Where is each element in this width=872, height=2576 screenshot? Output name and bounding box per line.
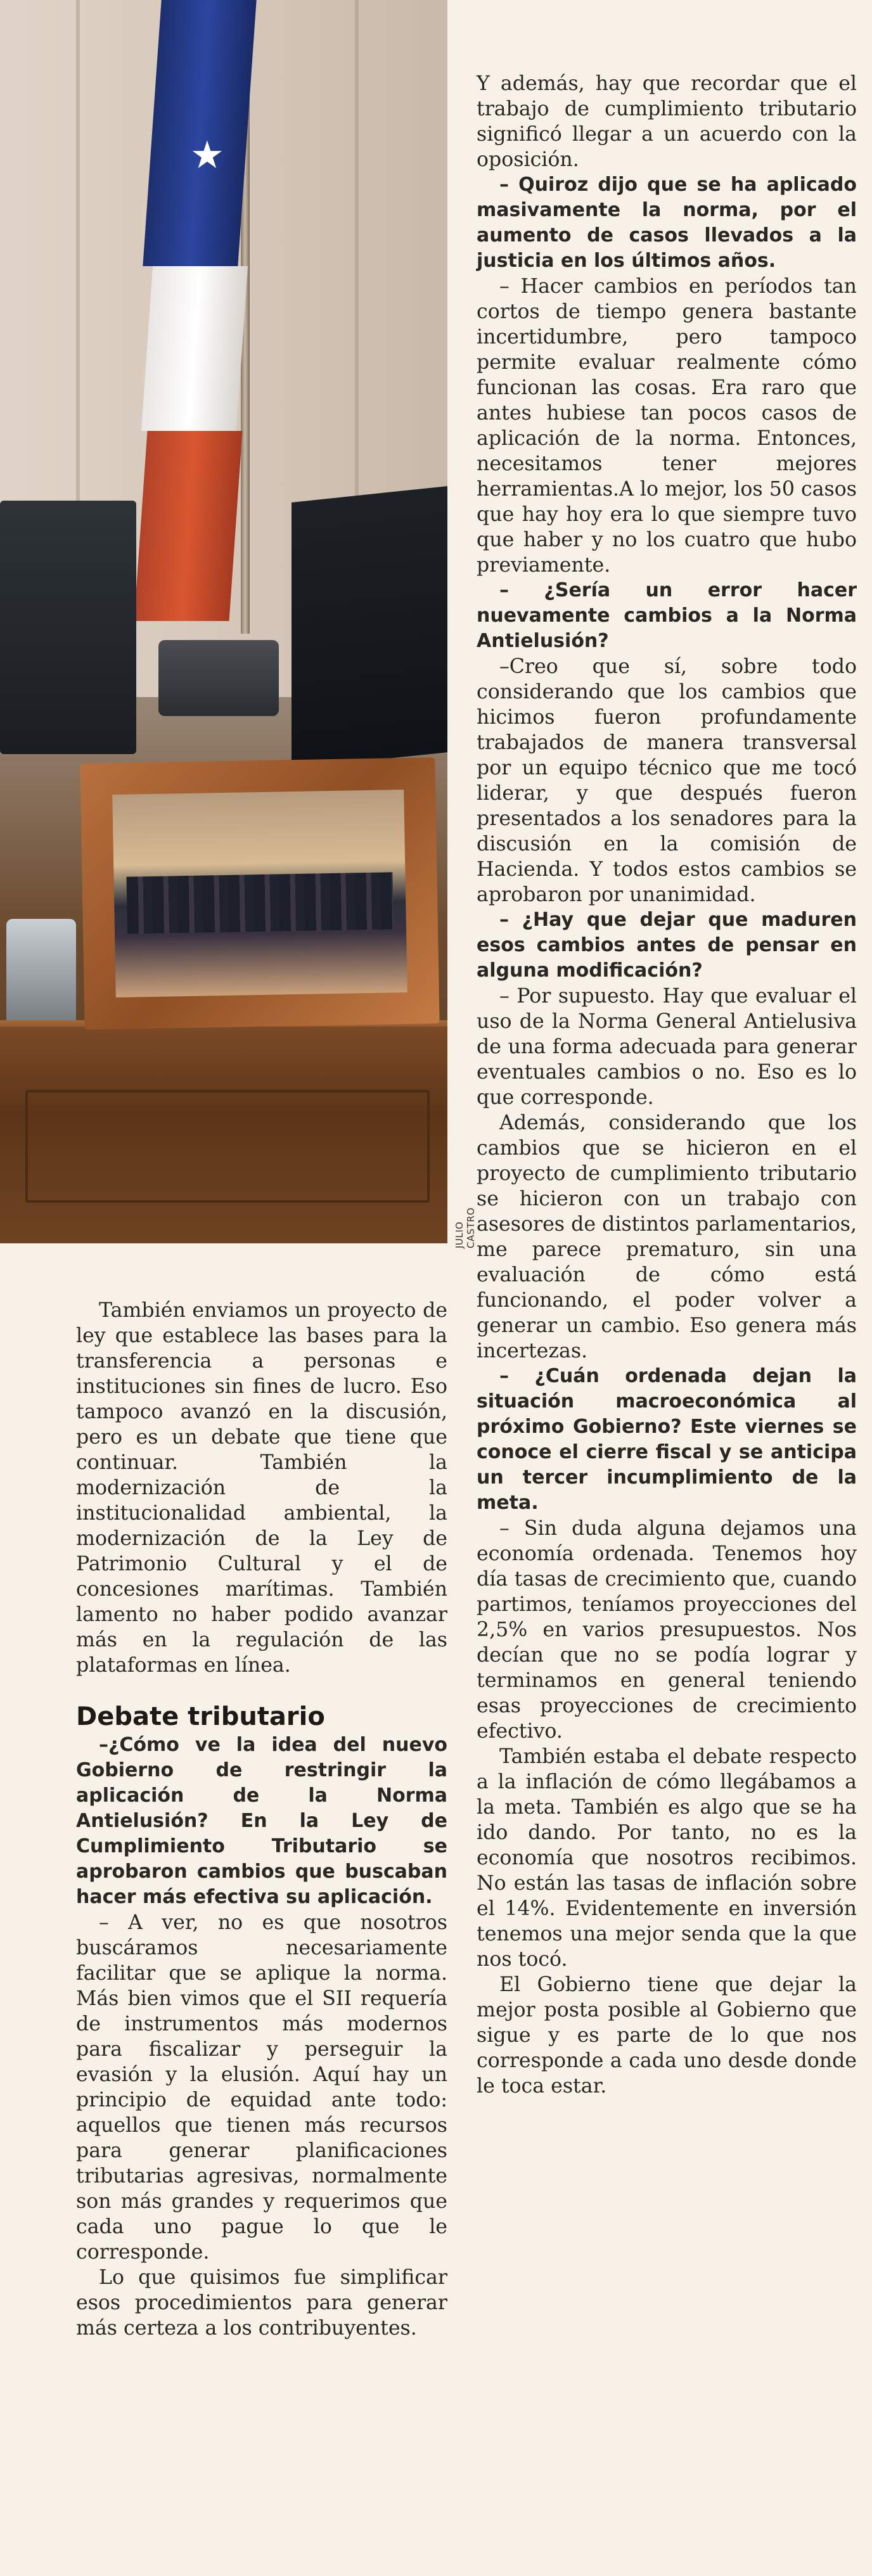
computer-monitor-right xyxy=(292,486,447,769)
left-column xyxy=(76,1298,447,2341)
interview-question: – ¿Cuán ordenada dejan la situación macroeconómica al próximo Gobierno? Este viernes se conoce el cierre fiscal y se anticipa un tercer incumplimiento de la meta. xyxy=(477,1365,857,1514)
chilean-flag-white xyxy=(141,266,248,431)
computer-monitor-left xyxy=(0,501,136,754)
article-photo xyxy=(0,0,447,1243)
paragraph: Además, considerando que los cambios que se hicieron en el proyecto de cumplimiento tributario se hicieron con un trabajo con asesores de distintos parlamentarios, me parece prematuro, sin una evaluación de cómo está funcionando, el poder volver a generar un cambio. Eso genera más incertezas. xyxy=(477,1112,857,1362)
picture-frame xyxy=(80,757,439,1030)
section-heading: Debate tributario xyxy=(76,1702,325,1731)
interview-answer: – Sin duda alguna dejamos una economía ordenada. Tenemos hoy día tasas de crecimiento que, cuando partimos, teníamos proyecciones del 2,5% en varios presupuestos. Nos decían que no se podía lograr y terminamos en general teniendo esas proyecciones de crecimiento efectivo. xyxy=(477,1517,857,1743)
framed-group-photo xyxy=(112,790,407,997)
chilean-flag-red xyxy=(134,431,243,621)
desk-drawer xyxy=(25,1090,430,1203)
desk-phone xyxy=(158,640,279,716)
paragraph: Y además, hay que recordar que el trabajo de cumplimiento tributario significó llegar a un acuerdo con la oposición. xyxy=(477,72,857,171)
photo-credit: JULIO CASTRO xyxy=(454,1207,477,1248)
paragraph: También estaba el debate respecto a la inflación de cómo llegábamos a la meta. También es algo que se ha ido dando. Por tanto, no es la economía que nosotros recibimos. No están las tasas de inflación sobre el 14%. Evidentemente en inversión tenemos una mejor senda que la que nos tocó. xyxy=(477,1745,857,1971)
intro-paragraph: También enviamos un proyecto de ley que establece las bases para la transferencia a personas e instituciones sin fines de lucro. Eso tampoco avanzó en la discusión, pero es un debate que tiene que continuar. También la modernización de la institucionalidad ambiental, la modernización de la Ley de Patrimonio Cultural y el de concesiones marítimas. También lamento no haber podido avanzar más en la regulación de las plataformas en línea. xyxy=(76,1299,447,1677)
section-gap xyxy=(76,1678,447,1701)
interview-answer: –Creo que sí, sobre todo considerando que los cambios que hicimos fueron profundamente trabajados de manera transversal por un equipo técnico que me tocó liderar, y que después fueron presentados a los senadores para la discusión en la comisión de Hacienda. Y todos estos cambios se aprobaron por unanimidad. xyxy=(477,655,857,906)
right-column xyxy=(477,71,857,2099)
interview-question: – ¿Sería un error hacer nuevamente cambios a la Norma Antielusión? xyxy=(477,579,857,652)
paragraph: Lo que quisimos fue simplificar esos procedimientos para generar más certeza a los contribuyentes. xyxy=(76,2266,447,2340)
interview-answer: – Por supuesto. Hay que evaluar el uso de la Norma General Antielusiva de una forma adecuada para generar eventuales cambios o no. Eso es lo que corresponde. xyxy=(477,985,857,1109)
interview-question: –¿Cómo ve la idea del nuevo Gobierno de restringir la aplicación de la Norma Antielusión? En la Ley de Cumplimiento Tributario se aprobaron cambios que buscaban hacer más efectiva su aplicación. xyxy=(76,1734,447,1908)
paragraph: El Gobierno tiene que dejar la mejor posta posible al Gobierno que sigue y es parte de lo que nos corresponde a cada uno desde donde le toca estar. xyxy=(477,1973,857,2098)
flag-star-icon: ★ xyxy=(190,133,224,177)
interview-answer: – A ver, no es que nosotros buscáramos necesariamente facilitar que se aplique la norma. Más bien vimos que el SII requería de instrumentos más modernos para fiscalizar y perseguir la evasión y la elusión. Aquí hay un principio de equidad ante todo: aquellos que tienen más recursos para generar planificaciones tributarias agresivas, normalmente son más grandes y requerimos que cada uno pague lo que le corresponde. xyxy=(76,1911,447,2264)
interview-question: – ¿Hay que dejar que maduren esos cambios antes de pensar en alguna modificación? xyxy=(477,909,857,982)
desk-inkwell xyxy=(6,919,76,1033)
interview-answer: – Hacer cambios en períodos tan cortos de tiempo genera bastante incertidumbre, pero tampoco permite evaluar realmente cómo funcionan las cosas. Era raro que antes hubiese tan pocos casos de aplicación de la norma. Entonces, necesitamos tener mejores herramientas.A lo mejor, los 50 casos que hay hoy era lo que siempre tuvo que haber y no los cuatro que hubo previamente. xyxy=(477,275,857,577)
group-of-people xyxy=(127,872,394,933)
interview-question: – Quiroz dijo que se ha aplicado masivamente la norma, por el aumento de casos llevados a la justicia en los últimos años. xyxy=(477,174,857,272)
